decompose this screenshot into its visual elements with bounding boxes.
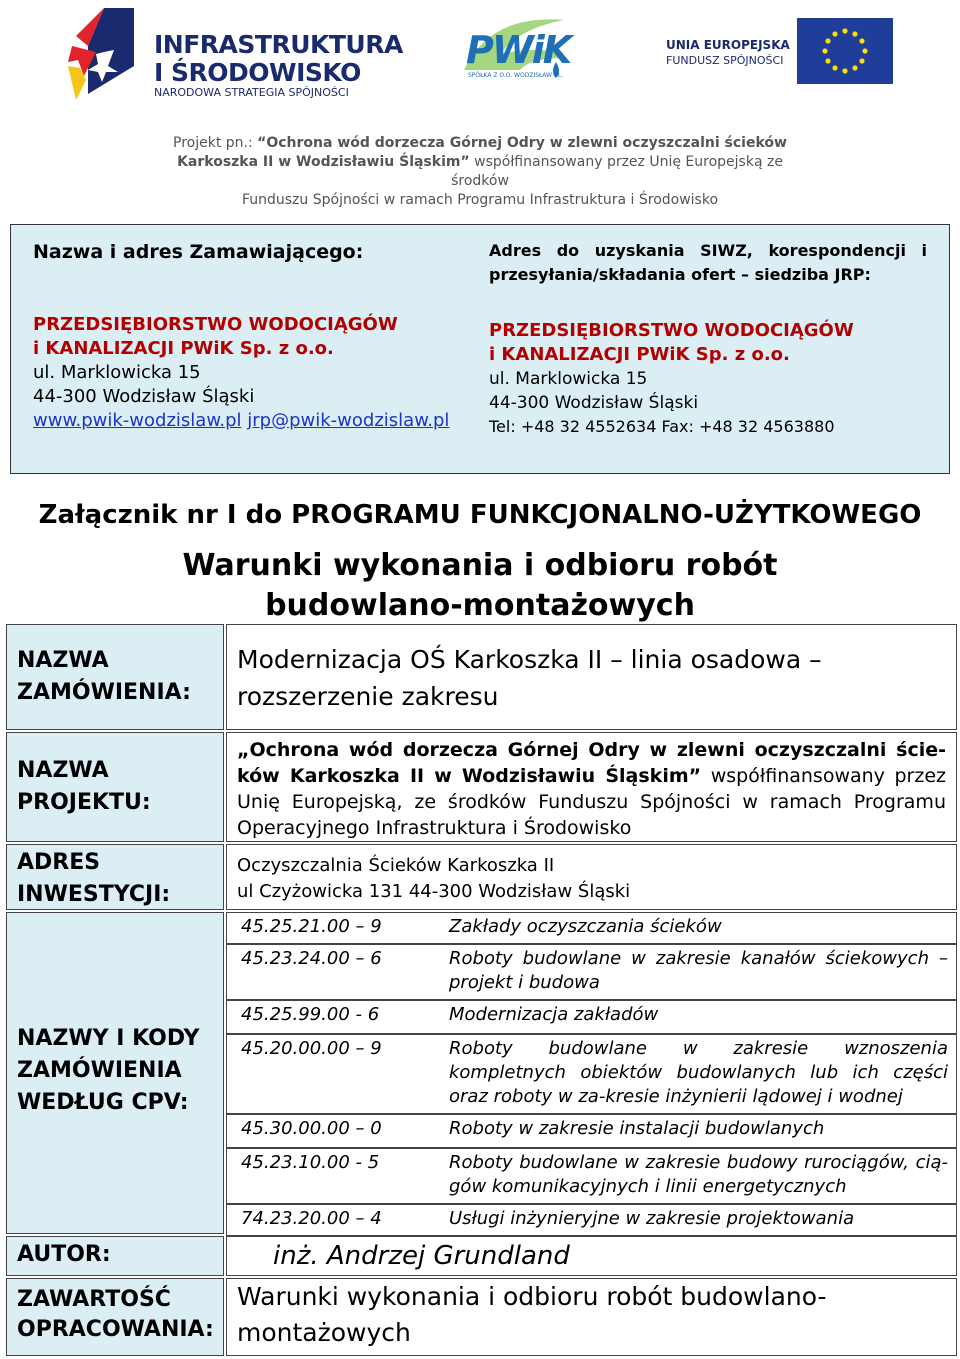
banner-line3: Funduszu Spójności w ramach Programu Infrastruktura i Środowisko	[241, 192, 719, 208]
cpv-row	[226, 944, 957, 1000]
order-name-label-line2: ZAMÓWIENIA:	[17, 680, 191, 705]
cpv-code: 74.23.20.00 – 4	[241, 1208, 382, 1229]
cpv-row	[226, 1148, 957, 1204]
cpv-row	[226, 1114, 957, 1148]
cpv-label-line3: WEDŁUG CPV:	[17, 1090, 189, 1115]
author-value: inż. Andrzej Grundland	[226, 1236, 957, 1276]
order-name-label	[6, 624, 224, 730]
cpv-description: Roboty budowlane w zakresie wznoszenia kompletnych obiektów budowlanych lub ich części oraz roboty w za-kresie inżynierii lądowej i wodnej	[449, 1038, 948, 1107]
eu-flag-icon	[797, 18, 893, 84]
cpv-code: 45.30.00.00 – 0	[241, 1118, 382, 1139]
contents-label-line2: OPRACOWANIA:	[17, 1317, 214, 1342]
project-name-label-line1: NAZWA	[17, 758, 109, 783]
project-name-rest: współfinansowany przez Unię Europejską, ze środków Funduszu Spójności w ramach Programu Operacyjnego Infrastruktura i Środowisko	[237, 765, 946, 839]
author-label: AUTOR:	[6, 1236, 224, 1276]
client-email-link[interactable]: jrp@pwik-wodzislaw.pl	[247, 410, 450, 431]
contact-name-line1: PRZEDSIĘBIORSTWO WODOCIĄGÓW	[489, 320, 854, 341]
project-name-value	[226, 732, 957, 842]
cpv-row	[226, 1000, 957, 1034]
client-website-link[interactable]: www.pwik-wodzislaw.pl	[33, 410, 242, 431]
contact-name-line2: i KANALIZACJI PWiK Sp. z o.o.	[489, 344, 790, 365]
eu-logo	[664, 18, 896, 88]
project-name-label-line2: PROJEKTU:	[17, 790, 151, 815]
client-heading: Nazwa i adres Zamawiającego:	[33, 241, 364, 263]
client-name-line2: i KANALIZACJI PWiK Sp. z o.o.	[33, 338, 334, 359]
contents-label	[6, 1278, 224, 1356]
eu-logo-line1: UNIA EUROPEJSKA	[666, 38, 790, 52]
cpv-label-line2: ZAMÓWIENIA	[17, 1058, 182, 1083]
client-city: 44-300 Wodzisław Śląski	[33, 386, 255, 407]
cpv-description: Usługi inżynieryjne w zakresie projektowania	[449, 1208, 855, 1229]
address-box	[10, 224, 950, 474]
site-address-line1: Oczyszczalnia Ścieków Karkoszka II	[237, 855, 555, 876]
cpv-row	[226, 1204, 957, 1236]
pwik-logo-text: PWiK	[466, 28, 571, 72]
cpv-code: 45.23.10.00 - 5	[241, 1152, 380, 1173]
site-address-line2: ul Czyżowicka 131 44-300 Wodzisław Śląski	[237, 881, 631, 902]
cpv-code: 45.25.21.00 – 9	[241, 916, 382, 937]
cpv-description: Roboty budowlane w zakresie budowy rurociągów, cią-gów komunikacyjnych i linii energetycznych	[449, 1152, 948, 1197]
site-address-value	[226, 844, 957, 910]
cpv-description: Roboty budowlane w zakresie kanałów ściekowych – projekt i budowa	[449, 948, 948, 993]
cpv-label-line1: NAZWY I KODY	[17, 1026, 200, 1051]
client-links	[33, 409, 463, 433]
project-banner	[150, 134, 810, 210]
project-name-bold: „Ochrona wód dorzecza Górnej Odry w zlewni oczyszczalni ście-ków Karkoszka II w Wodzisławiu Śląskim”	[237, 739, 946, 787]
banner-line2-bold: Karkoszka II w Wodzisławiu Śląskim”	[177, 154, 470, 170]
infrastruktura-logo-line2: I ŚRODOWISKO	[154, 58, 361, 87]
eu-logo-line2: FUNDUSZ SPÓJNOŚCI	[666, 54, 784, 67]
banner-line1: “Ochrona wód dorzecza Górnej Odry w zlewni oczyszczalni ścieków	[257, 135, 787, 151]
cpv-code: 45.23.24.00 – 6	[241, 948, 382, 969]
project-name-label	[6, 732, 224, 842]
logo-strip	[0, 0, 960, 110]
site-address-label	[6, 844, 224, 910]
cpv-description: Roboty w zakresie instalacji budowlanych	[449, 1118, 825, 1139]
cpv-description: Modernizacja zakładów	[449, 1004, 659, 1025]
client-street: ul. Marklowicka 15	[33, 362, 201, 383]
infrastruktura-logo-line1: INFRASTRUKTURA	[154, 30, 403, 59]
infrastruktura-star-icon	[68, 6, 138, 102]
client-address	[33, 241, 463, 433]
infrastruktura-logo	[68, 6, 403, 102]
cpv-code: 45.20.00.00 – 9	[241, 1038, 382, 1059]
contact-city: 44-300 Wodzisław Śląski	[489, 393, 699, 413]
contents-label-line1: ZAWARTOŚĆ	[17, 1287, 171, 1312]
cpv-label	[6, 912, 224, 1234]
order-name-label-line1: NAZWA	[17, 648, 109, 673]
pwik-logo-subtext: SPÓŁKA Z O.O. WODZISŁAW ŚL.	[468, 72, 564, 79]
cpv-code: 45.25.99.00 - 6	[241, 1004, 380, 1025]
cpv-row	[226, 1034, 957, 1114]
contact-phone: Tel: +48 32 4552634 Fax: +48 32 4563880	[489, 417, 835, 436]
cpv-row	[226, 912, 957, 944]
annex-title: Załącznik nr I do PROGRAMU FUNKCJONALNO-UŻYTKOWEGO	[38, 500, 922, 530]
contents-value: Warunki wykonania i odbioru robót budowlano-montażowych	[226, 1278, 957, 1356]
site-address-label-line2: INWESTYCJI:	[17, 882, 171, 907]
document-title: Warunki wykonania i odbioru robót budowlano-montażowych	[182, 548, 778, 623]
pwik-logo	[460, 14, 570, 94]
contact-heading: Adres do uzyskania SIWZ, korespondencji i przesyłania/składania ofert – siedziba JRP:	[489, 241, 927, 284]
contact-address	[489, 239, 927, 439]
order-name-value: Modernizacja OŚ Karkoszka II – linia osadowa – rozszerzenie zakresu	[226, 624, 957, 730]
client-name-line1: PRZEDSIĘBIORSTWO WODOCIĄGÓW	[33, 314, 398, 335]
banner-prefix: Projekt pn.:	[173, 135, 258, 151]
contact-street: ul. Marklowicka 15	[489, 369, 648, 389]
banner-line2: współfinansowany przez Unię Europejską ze środków	[451, 154, 783, 189]
infrastruktura-logo-line3: NARODOWA STRATEGIA SPÓJNOŚCI	[154, 86, 349, 99]
site-address-label-line1: ADRES	[17, 850, 101, 875]
cpv-description: Zakłady oczyszczania ścieków	[449, 916, 722, 937]
